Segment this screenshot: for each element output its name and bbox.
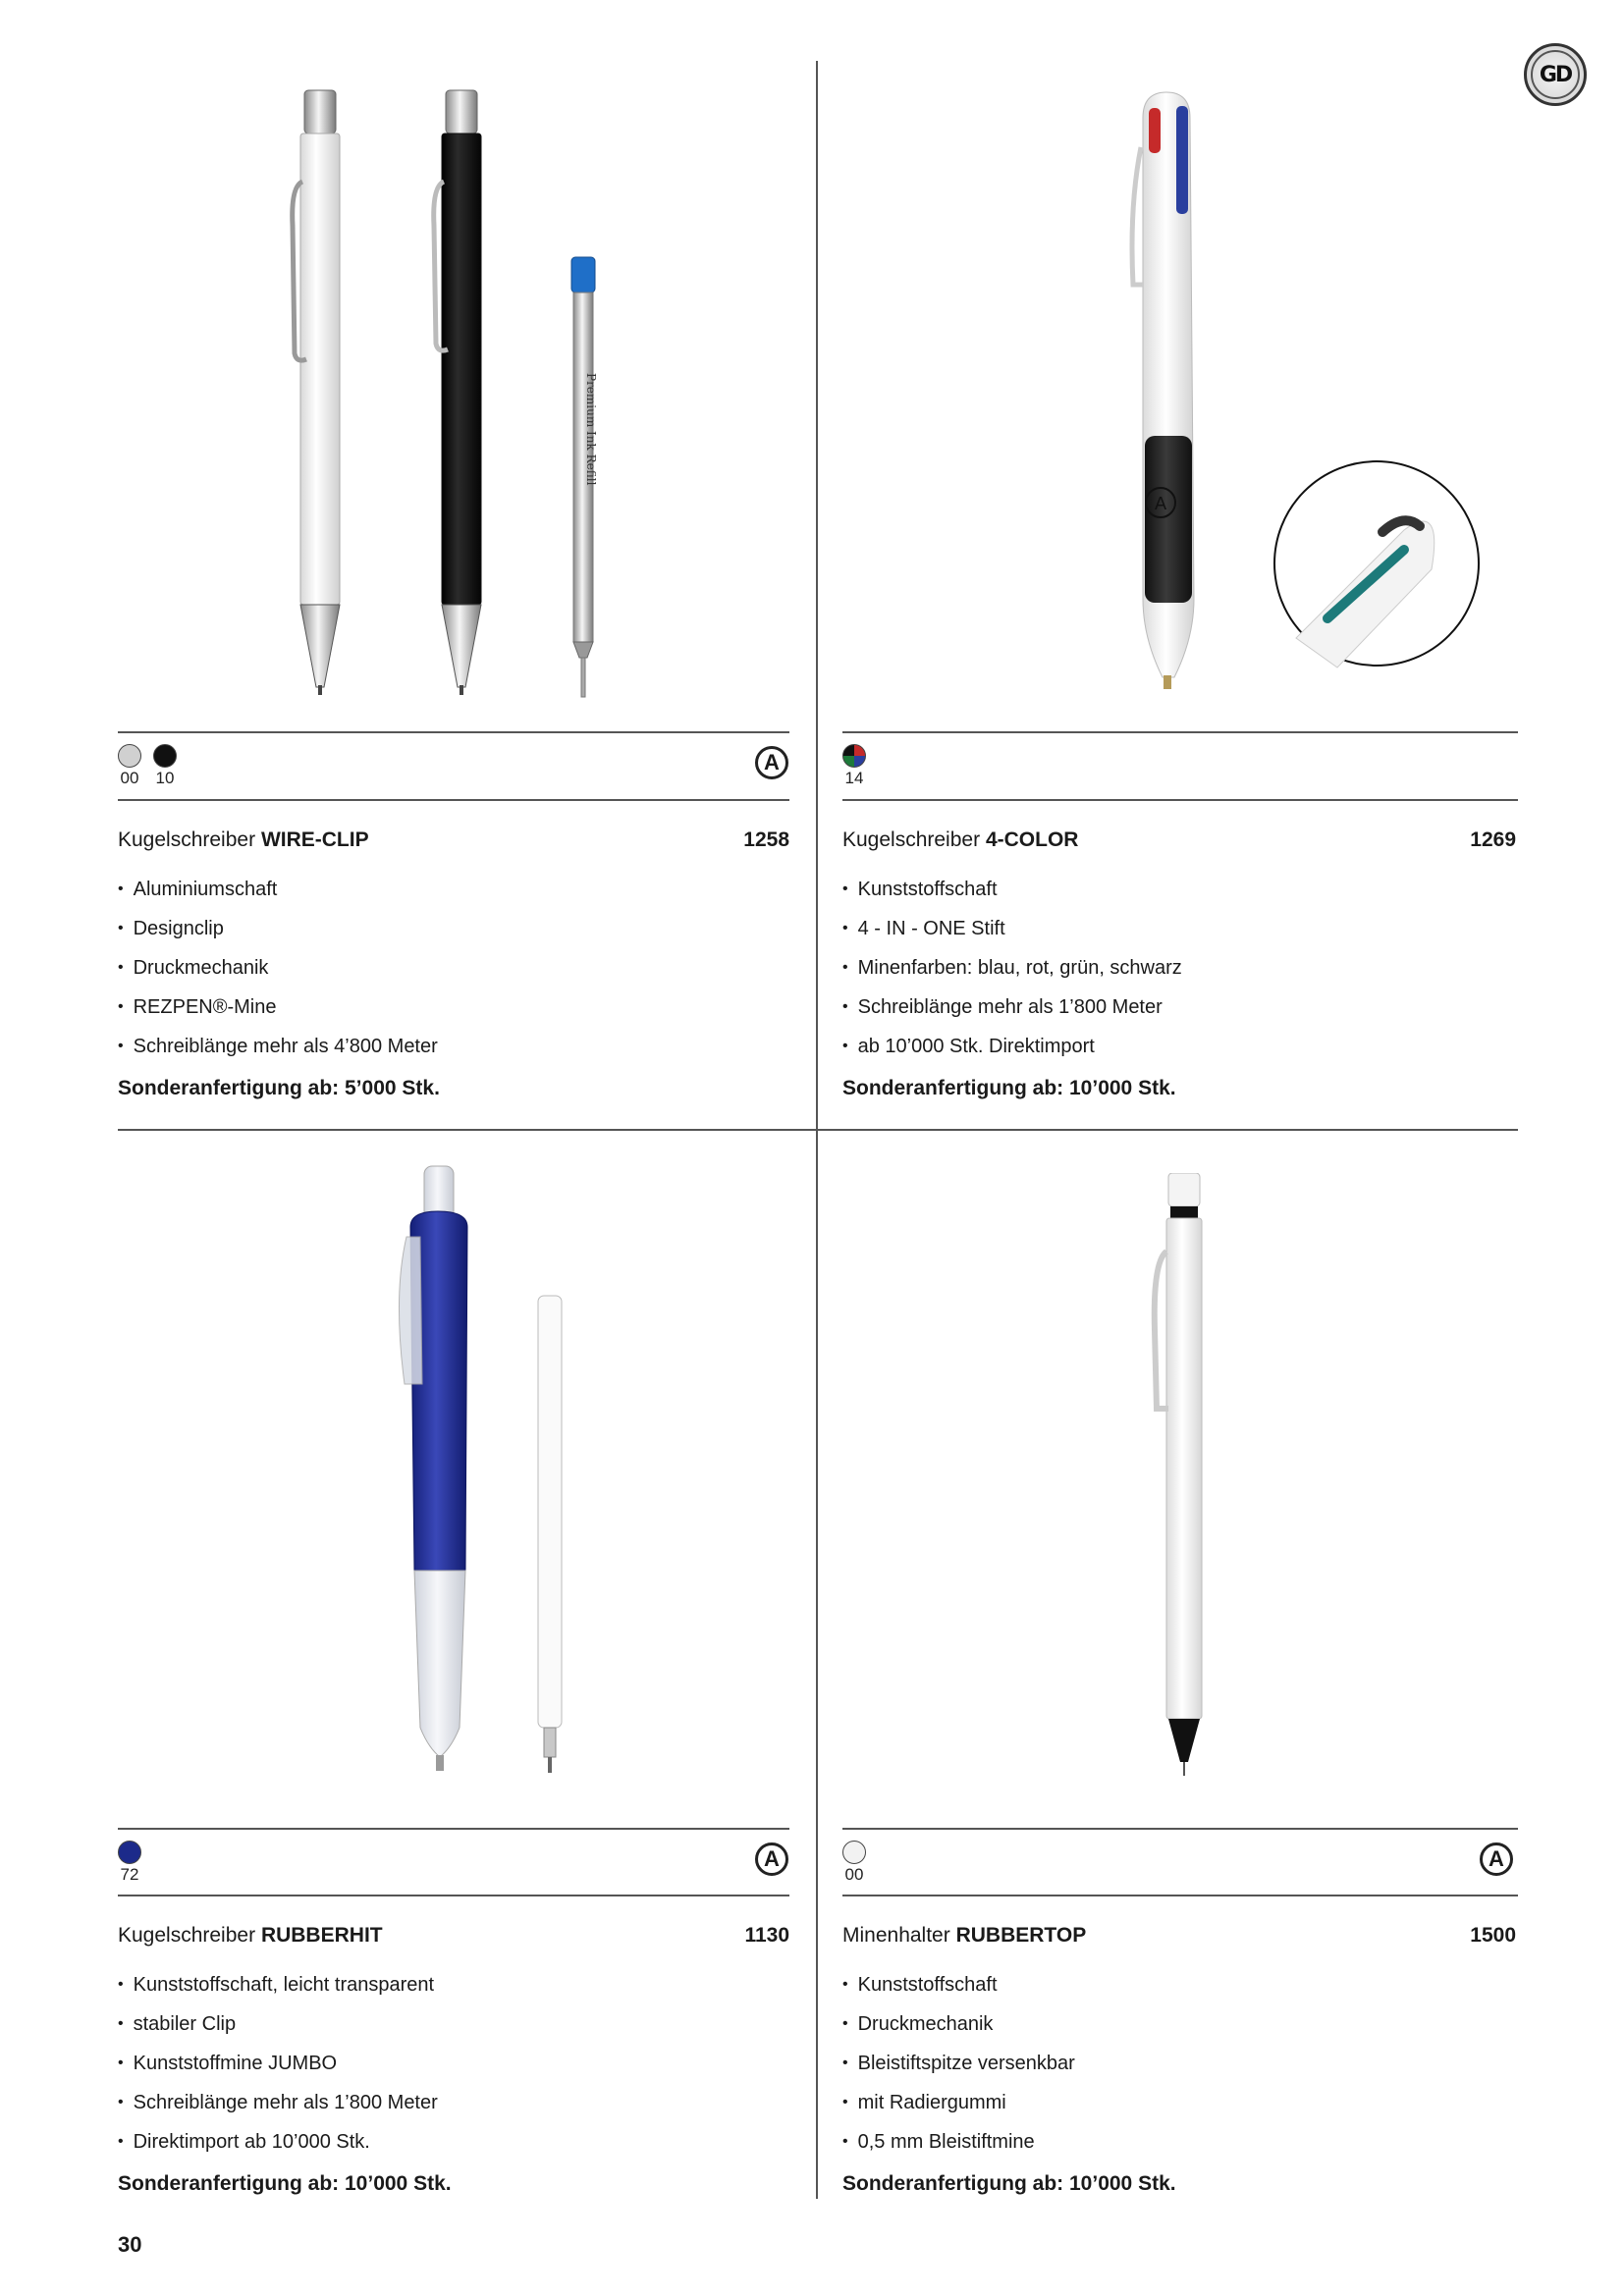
feature-item: • Kunststoffmine JUMBO [118, 2045, 438, 2084]
feature-list [842, 871, 1182, 1067]
article-number: 1130 [744, 1924, 789, 1947]
article-number: 1258 [743, 828, 789, 851]
color-swatch [840, 744, 868, 788]
feature-item: • 0,5 mm Bleistiftmine [842, 2123, 1075, 2163]
certification-icon: A [755, 746, 788, 779]
feature-item: • Minenfarben: blau, rot, grün, schwarz [842, 949, 1182, 988]
color-swatches [840, 1841, 868, 1885]
product-1-top-rule [118, 731, 789, 733]
feature-item: • stabiler Clip [118, 2005, 438, 2045]
product-3-top-rule [118, 1828, 789, 1830]
product-title [842, 1924, 1086, 1948]
color-swatch [116, 1841, 143, 1885]
feature-item: • Designclip [118, 910, 438, 949]
company-logo [1524, 43, 1587, 106]
feature-item: • REZPEN®-Mine [118, 988, 438, 1028]
feature-item: • 4 - IN - ONE Stift [842, 910, 1182, 949]
color-dot [842, 1841, 866, 1864]
product-type: Kugelschreiber [118, 828, 256, 851]
feature-item: • Kunststoffschaft, leicht transparent [118, 1966, 438, 2005]
product-type: Minenhalter [842, 1924, 950, 1947]
embossed-mark: A [1154, 494, 1167, 514]
feature-item: • Druckmechanik [842, 2005, 1075, 2045]
color-dot-multicolor [842, 744, 866, 768]
color-code: 10 [155, 769, 175, 787]
refill-label: Premium Ink Refill [584, 373, 598, 486]
product-title [842, 828, 1078, 852]
color-code: 00 [120, 769, 139, 787]
color-dot [153, 744, 177, 768]
feature-item: • Schreiblänge mehr als 4’800 Meter [118, 1028, 438, 1067]
product-2-top-rule [842, 731, 1518, 733]
feature-item: • Schreiblänge mehr als 1’800 Meter [118, 2084, 438, 2123]
product-2-bottom-rule [842, 799, 1518, 801]
product-name: WIRE-CLIP [260, 828, 369, 851]
product-4-bottom-rule [842, 1895, 1518, 1896]
color-code: 72 [120, 1865, 139, 1884]
color-dot [118, 1841, 141, 1864]
color-code: 00 [844, 1865, 864, 1884]
custom-order-note: Sonderanfertigung ab: 10’000 Stk. [118, 2172, 452, 2195]
product-4-top-rule [842, 1828, 1518, 1830]
product-image-wire-clip [275, 79, 648, 707]
feature-item: • Kunststoffschaft [842, 871, 1182, 910]
product-type: Kugelschreiber [842, 828, 981, 851]
color-swatch [840, 1841, 868, 1885]
color-swatches [116, 744, 179, 788]
product-1-bottom-rule [118, 799, 789, 801]
middle-divider [118, 1129, 1518, 1131]
product-name: 4-COLOR [985, 828, 1079, 851]
product-3-bottom-rule [118, 1895, 789, 1896]
feature-list [118, 1966, 438, 2163]
product-name: RUBBERTOP [955, 1924, 1087, 1947]
feature-item: • Kunststoffschaft [842, 1966, 1075, 2005]
feature-list [118, 871, 438, 1067]
feature-list [842, 1966, 1075, 2163]
product-image-4-color [1119, 88, 1492, 717]
custom-order-note: Sonderanfertigung ab: 10’000 Stk. [842, 1077, 1176, 1099]
custom-order-note: Sonderanfertigung ab: 10’000 Stk. [842, 2172, 1176, 2195]
feature-item: • Schreiblänge mehr als 1’800 Meter [842, 988, 1182, 1028]
product-image-rubberhit [393, 1158, 609, 1787]
color-swatches [840, 744, 868, 788]
color-swatch [116, 744, 143, 788]
custom-order-note: Sonderanfertigung ab: 5’000 Stk. [118, 1077, 440, 1099]
certification-icon: A [755, 1842, 788, 1876]
page-number: 30 [118, 2232, 142, 2257]
certification-icon: A [1480, 1842, 1513, 1876]
feature-item: • ab 10’000 Stk. Direktimport [842, 1028, 1182, 1067]
product-title [118, 1924, 383, 1948]
feature-item: • mit Radiergummi [842, 2084, 1075, 2123]
product-image-rubbertop [1139, 1173, 1237, 1782]
feature-item: • Aluminiumschaft [118, 871, 438, 910]
article-number: 1269 [1470, 828, 1516, 851]
feature-item: • Druckmechanik [118, 949, 438, 988]
product-name: RUBBERHIT [260, 1924, 383, 1947]
logo-text: GD [1531, 50, 1580, 99]
color-code: 14 [844, 769, 864, 787]
color-swatch [151, 744, 179, 788]
article-number: 1500 [1470, 1924, 1516, 1947]
product-type: Kugelschreiber [118, 1924, 256, 1947]
color-swatches [116, 1841, 143, 1885]
feature-item: • Direktimport ab 10’000 Stk. [118, 2123, 438, 2163]
product-title [118, 828, 369, 852]
feature-item: • Bleistiftspitze versenkbar [842, 2045, 1075, 2084]
color-dot [118, 744, 141, 768]
